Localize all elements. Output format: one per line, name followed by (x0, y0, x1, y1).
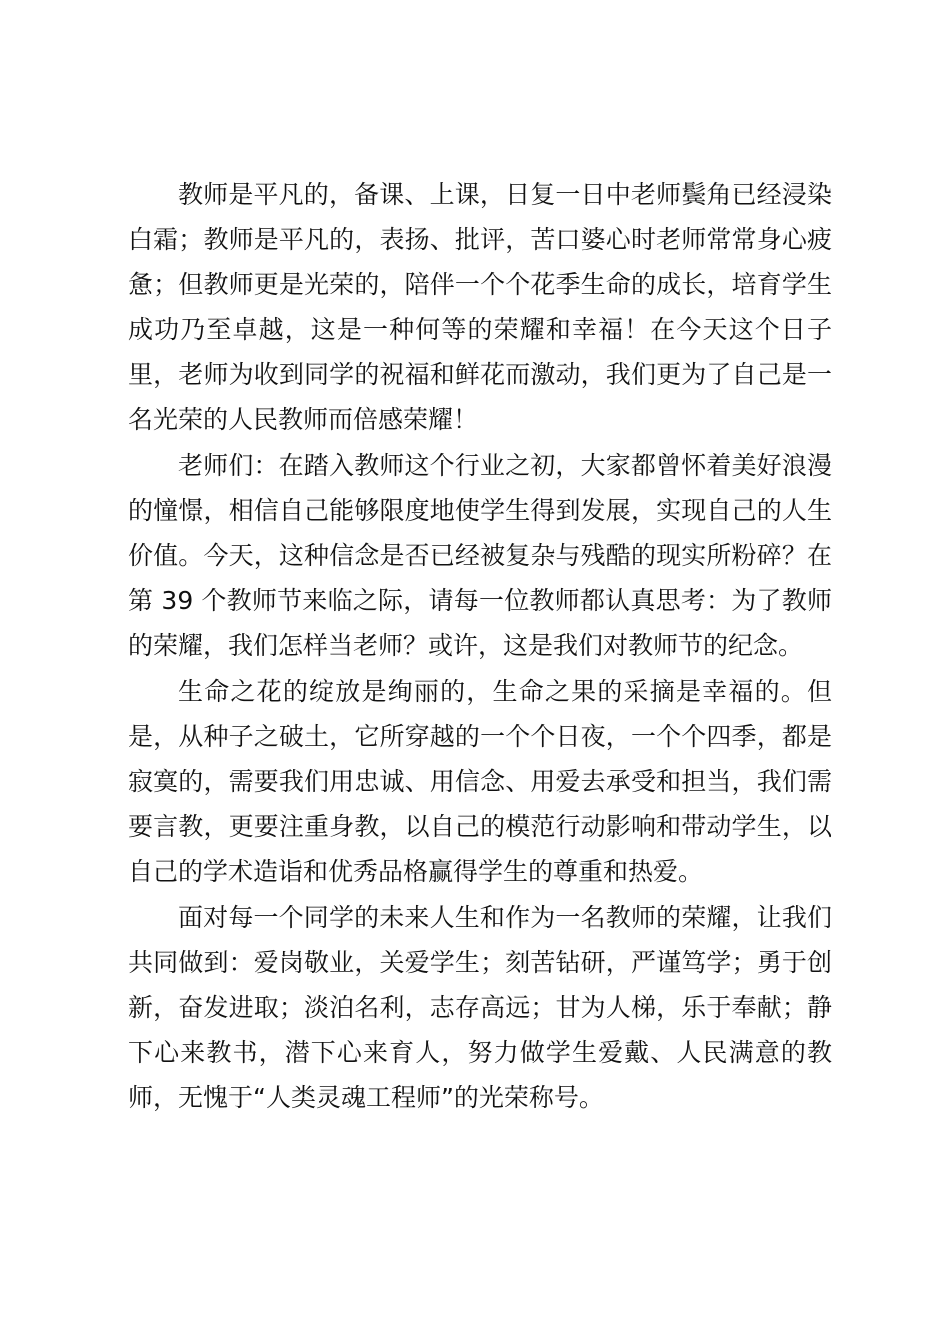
paragraph-1: 教师是平凡的，备课、上课，日复一日中老师鬓角已经浸染白霜；教师是平凡的，表扬、批评，苦口婆心时老师常常身心疲惫；但教师更是光荣的，陪伴一个个花季生命的成长，培育学生成功乃至卓越，这是一种何等的荣耀和幸福！在今天这个日子里，老师为收到同学的祝福和鲜花而激动，我们更为了自己是一名光荣的人民教师而倍感荣耀！ (128, 180, 832, 434)
paragraph-4: 面对每一个同学的未来人生和作为一名教师的荣耀，让我们共同做到：爱岗敬业，关爱学生；刻苦钻研，严谨笃学；勇于创新，奋发进取；淡泊名利，志存高远；甘为人梯，乐于奉献；静下心来教书，潜下心来育人，努力做学生爱戴、人民满意的教师，无愧于“人类灵魂工程师”的光荣称号。 (128, 903, 832, 1112)
paragraph-2: 老师们：在踏入教师这个行业之初，大家都曾怀着美好浪漫的憧憬，相信自己能够限度地使学生得到发展，实现自己的人生价值。今天，这种信念是否已经被复杂与残酷的现实所粉碎？在第 39 个教师节来临之际，请每一位教师都认真思考：为了教师的荣耀，我们怎样当老师？或许，这是我们对教师节的纪念。 (128, 451, 832, 660)
paragraph-3: 生命之花的绽放是绚丽的，生命之果的采摘是幸福的。但是，从种子之破土，它所穿越的一个个日夜，一个个四季，都是寂寞的，需要我们用忠诚、用信念、用爱去承受和担当，我们需要言教，更要注重身教，以自己的模范行动影响和带动学生，以自己的学术造诣和优秀品格赢得学生的尊重和热爱。 (128, 677, 832, 886)
document-page (128, 172, 832, 1120)
